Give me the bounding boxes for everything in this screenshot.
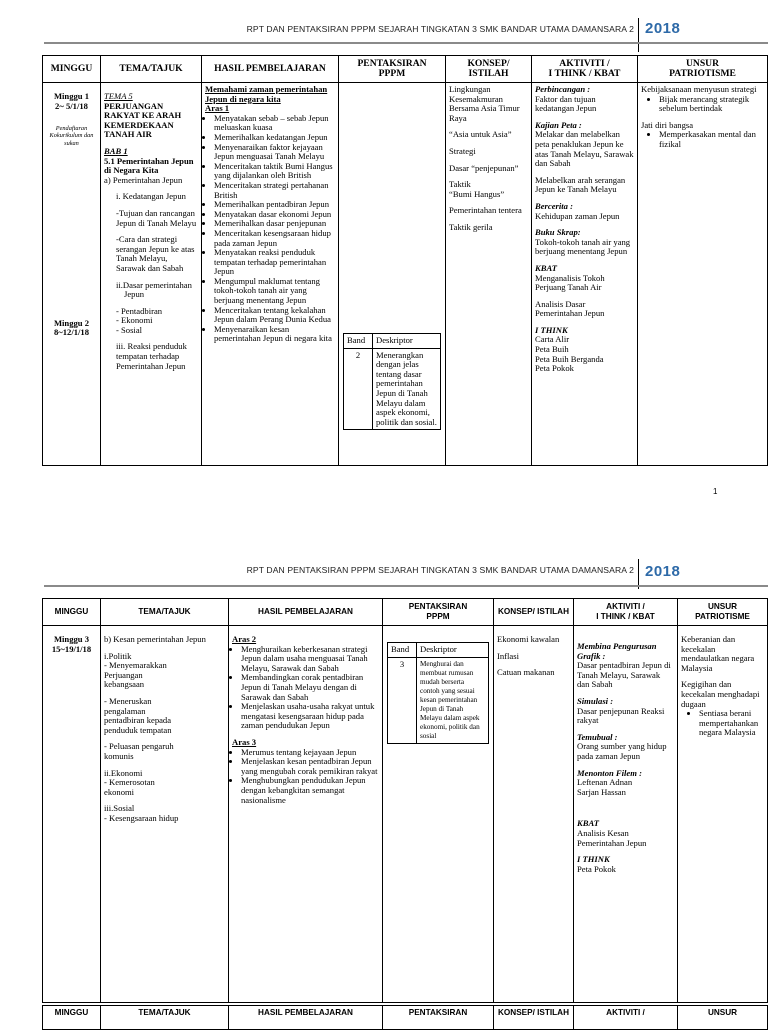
minggu-cell	[43, 626, 101, 1003]
descriptor-header: Deskriptor	[373, 334, 441, 349]
col-pentaksiran-l1: PENTAKSIRAN	[357, 58, 427, 69]
ithink-item: Peta Pokok	[535, 363, 574, 374]
bab-label: BAB 1	[104, 145, 128, 156]
band-header: Band	[388, 643, 417, 658]
header-title: RPT DAN PENTAKSIRAN PPPM SEJARAH TINGKATAN 3 SMK BANDAR UTAMA DAMANSARA 2	[246, 565, 634, 575]
activity-text: Melakar dan melabelkan peta penaklukan Jepun ke atas Tanah Melayu, Sarawak dan Sabah	[535, 129, 634, 169]
col-konsep	[446, 56, 532, 83]
week-note: Pendaftaran Kokurikulum dan sukan	[49, 125, 94, 147]
col-aktiviti-l2: I THINK / KBAT	[596, 612, 655, 621]
tema-label: TEMA 5	[104, 91, 133, 101]
col-aktiviti-l1: AKTIVITI /	[559, 58, 610, 69]
col-unsur-l1: UNSUR	[685, 58, 720, 69]
band-table	[343, 333, 441, 430]
hasil-item: • Menceritakan kesengsaraan hidup pada zaman Jepun	[214, 229, 335, 248]
col-konsep-l1: KONSEP/	[467, 58, 510, 69]
header-title: RPT DAN PENTAKSIRAN PPPM SEJARAH TINGKATAN 3 SMK BANDAR UTAMA DAMANSARA 2	[246, 24, 634, 34]
activity-text: Melabelkan arah serangan Jepun ke Tanah Melayu	[535, 174, 626, 195]
descriptor-header: Deskriptor	[417, 643, 489, 658]
spacer	[497, 678, 570, 685]
hasil-item: • Memerihalkan kedatangan Jepun	[214, 133, 335, 143]
aras-label: Aras 1	[205, 103, 230, 114]
col-konsep: KONSEP/ ISTILAH	[494, 1006, 574, 1030]
pentaksiran-cell	[383, 626, 494, 1003]
col-aktiviti-l2: I THINK / KBAT	[548, 68, 621, 79]
activity-text: Analisis Kesan Pemerintahan Jepun	[577, 827, 647, 848]
week-date: 2~ 5/1/18	[55, 100, 88, 111]
topic-item: iii.Sosial	[104, 803, 135, 814]
band-descriptor: Menerangkan dengan jelas tentang dasar pemerintahan Jepun di Tanah Melayu dalam aspek ekonomi, politik dan sosial.	[373, 348, 441, 430]
activity-text: Peta Pokok	[577, 863, 616, 874]
week-label: Minggu 3	[53, 634, 90, 644]
activity-text: Orang sumber yang hidup pada zaman Jepun	[577, 741, 667, 761]
konsep-item: Taktik gerila	[449, 221, 493, 232]
activity-text: Dasar penjepunan Reaksi rakyat	[577, 705, 665, 726]
hasil-item: • Menghuraikan keberkesanan strategi Jepun dalam usaha menguasai Tanah Melayu, Sarawak dan Sabah	[241, 645, 379, 674]
topic-subitem: - Menyemarakkan Perjuangan kebangsaan	[104, 660, 167, 690]
ithink-item: Peta Buih Berganda	[535, 353, 604, 364]
ithink-item: Peta Buih	[535, 344, 569, 355]
topic-item: i.Politik	[104, 650, 132, 661]
activity-text: Faktor dan tujuan kedatangan Jepun	[535, 93, 597, 114]
col-aktiviti	[532, 56, 638, 83]
week-label: Minggu 2	[53, 317, 90, 328]
bab-title: 5.1 Pemerintahan Jepun di Negara Kita	[104, 155, 194, 176]
page-number: 1	[713, 487, 718, 496]
unsur-cell	[638, 83, 768, 466]
unsur-text: Kegigihan dan kecekalan menghadapi dugaan	[681, 679, 760, 709]
rpt-table-page2	[42, 598, 768, 1003]
week-date: 15~19/1/18	[51, 643, 92, 654]
hasil-item: • Menjelaskan kesan pentadbiran Jepun yang mengubah corak pemikiran rakyat	[241, 757, 379, 776]
hasil-item: • Mengumpul maklumat tentang tokoh-tokoh tanah air yang berjuang menentang Jepun	[214, 277, 335, 306]
topic-item: a) Pemerintahan Jepun	[104, 174, 183, 185]
hasil-cell	[202, 83, 339, 466]
ithink-item: Carta Alir	[535, 334, 570, 345]
topic-item-cont: Jepun	[124, 289, 145, 300]
col-pentaksiran-l2: PPPM	[426, 612, 450, 621]
konsep-item: “Asia untuk Asia”	[449, 129, 512, 140]
unsur-list	[641, 130, 764, 149]
topic-subitem: - Kesengsaraan hidup	[104, 812, 179, 823]
konsep-item: Strategi	[449, 145, 476, 156]
aktiviti-cell	[532, 83, 638, 466]
hasil-item: • Menceritakan taktik Bumi Hangus yang dijalankan oleh British	[214, 162, 335, 181]
col-pentaksiran-l2: PPPM	[378, 68, 406, 79]
topic-subitem: - Kemerosotan ekonomi	[104, 777, 155, 797]
activity-text: Menganalisis Tokoh Perjuang Tanah Air	[535, 272, 605, 293]
activity-heading: Buku Skrap:	[535, 227, 581, 238]
page-header	[0, 555, 768, 595]
aktiviti-cell	[574, 626, 678, 1003]
hasil-item: • Menyenaraikan faktor kejayaan Jepun menguasai Tanah Melayu	[214, 143, 335, 162]
unsur-text: Kebijaksanaan menyusun strategi	[641, 84, 757, 94]
activity-heading: Membina Pengurusan Grafik :	[577, 641, 657, 661]
col-aktiviti	[574, 599, 678, 626]
unsur-text: Keberanian dan kecekalan mendaulatkan negara Malaysia	[681, 634, 755, 673]
header-rule	[44, 42, 768, 44]
topic-item: iii. Reaksi penduduk tempatan terhadap Pemerintahan Jepun	[116, 341, 187, 371]
activity-text: Tokoh-tokoh tanah air yang berjuang menentang Jepun	[535, 236, 631, 257]
hasil-item: • Memerihalkan pentadbiran Jepun	[214, 200, 335, 210]
topic-item: ii.Dasar pemerintahan	[116, 279, 192, 290]
col-tema: TEMA/TAJUK	[101, 599, 229, 626]
topic-subitem: - Ekonomi	[116, 315, 153, 326]
col-pentaksiran-l1: PENTAKSIRAN	[408, 602, 468, 611]
col-hasil: HASIL PEMBELAJARAN	[229, 599, 383, 626]
band-number: 3	[388, 657, 417, 743]
activity-heading: Bercerita :	[535, 200, 573, 211]
hasil-item: • Menjelaskan usaha-usaha rakyat untuk mengatasi kesengsaraan hidup pada zaman pendudukan Jepun	[241, 702, 379, 731]
hasil-list	[232, 748, 379, 806]
col-tema: TEMA/TAJUK	[101, 1006, 229, 1030]
konsep-item: Pemerintahan tentera	[449, 205, 522, 216]
hasil-list	[232, 645, 379, 731]
activity-text: Analisis Dasar Pemerintahan Jepun	[535, 298, 605, 319]
activity-heading: Menonton Filem :	[577, 767, 642, 778]
konsep-cell	[446, 83, 532, 466]
col-konsep: KONSEP/ ISTILAH	[494, 599, 574, 626]
hasil-item: • Menceritakan strategi pertahanan British	[214, 181, 335, 200]
col-hasil: HASIL PEMBELAJARAN	[202, 56, 339, 83]
konsep-item: Lingkungan Kesemakmuran Bersama Asia Timur Raya	[449, 84, 520, 123]
topic-item: i. Kedatangan Jepun	[116, 191, 186, 202]
unsur-cell	[678, 626, 768, 1003]
week-label: Minggu 1	[53, 91, 90, 101]
tema-cell	[101, 626, 229, 1003]
hasil-heading: Memahami zaman pemerintahan Jepun di negara kita	[205, 84, 328, 104]
unsur-list	[681, 709, 764, 738]
topic-subitem: - Pentadbiran	[116, 305, 163, 316]
konsep-item: “Bumi Hangus”	[449, 188, 505, 199]
activity-text: Dasar pentadbiran Jepun di Tanah Melayu, Sarawak dan Sabah	[577, 660, 671, 690]
header-year: 2018	[645, 563, 681, 580]
unsur-item: • Sentiasa berani mempertahankan negara Malaysia	[699, 709, 764, 738]
col-unsur	[678, 599, 768, 626]
konsep-item: Inflasi	[497, 650, 519, 661]
pentaksiran-cell	[339, 83, 446, 466]
topic-subitem: - Meneruskan pengalaman pentadbiran kepada penduduk tempatan	[104, 695, 172, 735]
unsur-list	[641, 95, 764, 114]
konsep-item: Taktik	[449, 179, 471, 190]
header-year: 2018	[645, 20, 681, 37]
topic-subitem: -Tujuan dan rancangan Jepun di Tanah Melayu	[116, 207, 197, 228]
topic-subitem: - Sosial	[116, 324, 143, 335]
hasil-item: • Memerihalkan dasar penjepunan	[214, 219, 335, 229]
col-minggu: MINGGU	[43, 599, 101, 626]
activity-heading: KBAT	[577, 818, 599, 829]
col-pentaksiran: PENTAKSIRAN	[383, 1006, 494, 1030]
activity-heading: I THINK	[535, 324, 568, 335]
activity-text: Kehidupan zaman Jepun	[535, 210, 620, 221]
hasil-list	[205, 114, 335, 344]
hasil-item: • Menyatakan sebab – sebab Jepun meluaskan kuasa	[214, 114, 335, 133]
page-header	[0, 12, 768, 52]
col-aktiviti: AKTIVITI /	[574, 1006, 678, 1030]
band-number: 2	[344, 348, 373, 430]
header-divider	[638, 18, 639, 52]
tema-cell	[101, 83, 202, 466]
col-unsur-l1: UNSUR	[707, 602, 738, 611]
col-aktiviti-l1: AKTIVITI /	[606, 602, 645, 611]
col-pentaksiran	[339, 56, 446, 83]
activity-heading: Temubual :	[577, 731, 618, 742]
hasil-cell	[229, 626, 383, 1003]
col-konsep-l2: ISTILAH	[468, 68, 509, 79]
week-date: 8~12/1/18	[53, 327, 90, 338]
konsep-item: Catuan makanan	[497, 667, 555, 678]
aras-label: Aras 2	[232, 634, 257, 644]
tema-title: PERJUANGAN RAKYAT KE ARAH KEMERDEKAAN TANAH AIR	[104, 100, 182, 140]
aras-label: Aras 3	[232, 736, 257, 747]
topic-subitem: - Peluasan pengaruh komunis	[104, 741, 174, 761]
ithink-list	[535, 335, 634, 373]
rpt-table-page3	[42, 1005, 768, 1030]
konsep-cell	[494, 626, 574, 1003]
konsep-item: Ekonomi kawalan	[497, 634, 560, 644]
hasil-item: • Merumus tentang kejayaan Jepun	[241, 748, 379, 758]
hasil-item: • Membandingkan corak pentadbiran Jepun di Tanah Melayu dengan di Sarawak dan Sabah	[241, 673, 379, 702]
topic-subitem: -Cara dan strategi serangan Jepun ke atas Tanah Melayu, Sarawak dan Sabah	[116, 234, 195, 273]
topic-item: b) Kesan pemerintahan Jepun	[104, 634, 206, 644]
col-unsur-l2: PATRIOTISME	[695, 612, 750, 621]
header-rule	[44, 585, 768, 587]
activity-heading: Perbincangan :	[535, 84, 591, 94]
band-descriptor: Menghurai dan membuat rumusan mudah berserta contoh yang sesuai kesan pemerintahan Jepun di Tanah Melayu dalam aspek ekonomi, politik dan sosial	[417, 657, 489, 743]
activity-heading: Kajian Peta :	[535, 119, 582, 130]
col-hasil: HASIL PEMBELAJARAN	[229, 1006, 383, 1030]
col-minggu: MINGGU	[43, 56, 101, 83]
unsur-item: • Memperkasakan mental dan fizikal	[659, 130, 764, 149]
minggu-cell	[43, 83, 101, 466]
rpt-table-page1	[42, 55, 768, 466]
band-table	[387, 642, 489, 744]
hasil-item: • Menyatakan reaksi penduduk tempatan terhadap pemerintahan Jepun	[214, 248, 335, 277]
col-unsur	[638, 56, 768, 83]
unsur-text: Jati diri bangsa	[641, 119, 694, 130]
hasil-item: • Menyenaraikan kesan pemerintahan Jepun di negara kita	[214, 325, 335, 344]
hasil-item: • Menyatakan dasar ekonomi Jepun	[214, 210, 335, 220]
col-unsur-l2: PATRIOTISME	[669, 68, 736, 79]
activity-heading: I THINK	[577, 854, 610, 865]
konsep-item: Dasar “penjepunan”	[449, 162, 519, 173]
col-tema: TEMA/TAJUK	[101, 56, 202, 83]
col-minggu: MINGGU	[43, 1006, 101, 1030]
col-pentaksiran	[383, 599, 494, 626]
activity-heading: Simulasi :	[577, 695, 614, 706]
activity-heading: KBAT	[535, 262, 557, 273]
topic-item: ii.Ekonomi	[104, 767, 143, 778]
activity-text: Leftenan Adnan Sarjan Hassan	[577, 777, 633, 797]
unsur-item: • Bijak merancang strategik sebelum bertindak	[659, 95, 764, 114]
hasil-item: • Menceritakan tentang kekalahan Jepun dalam Perang Dunia Kedua	[214, 306, 335, 325]
col-unsur: UNSUR	[678, 1006, 768, 1030]
hasil-item: • Menghubungkan pendudukan Jepun dengan kebangkitan semangat nasionalisme	[241, 776, 379, 805]
band-header: Band	[344, 334, 373, 349]
